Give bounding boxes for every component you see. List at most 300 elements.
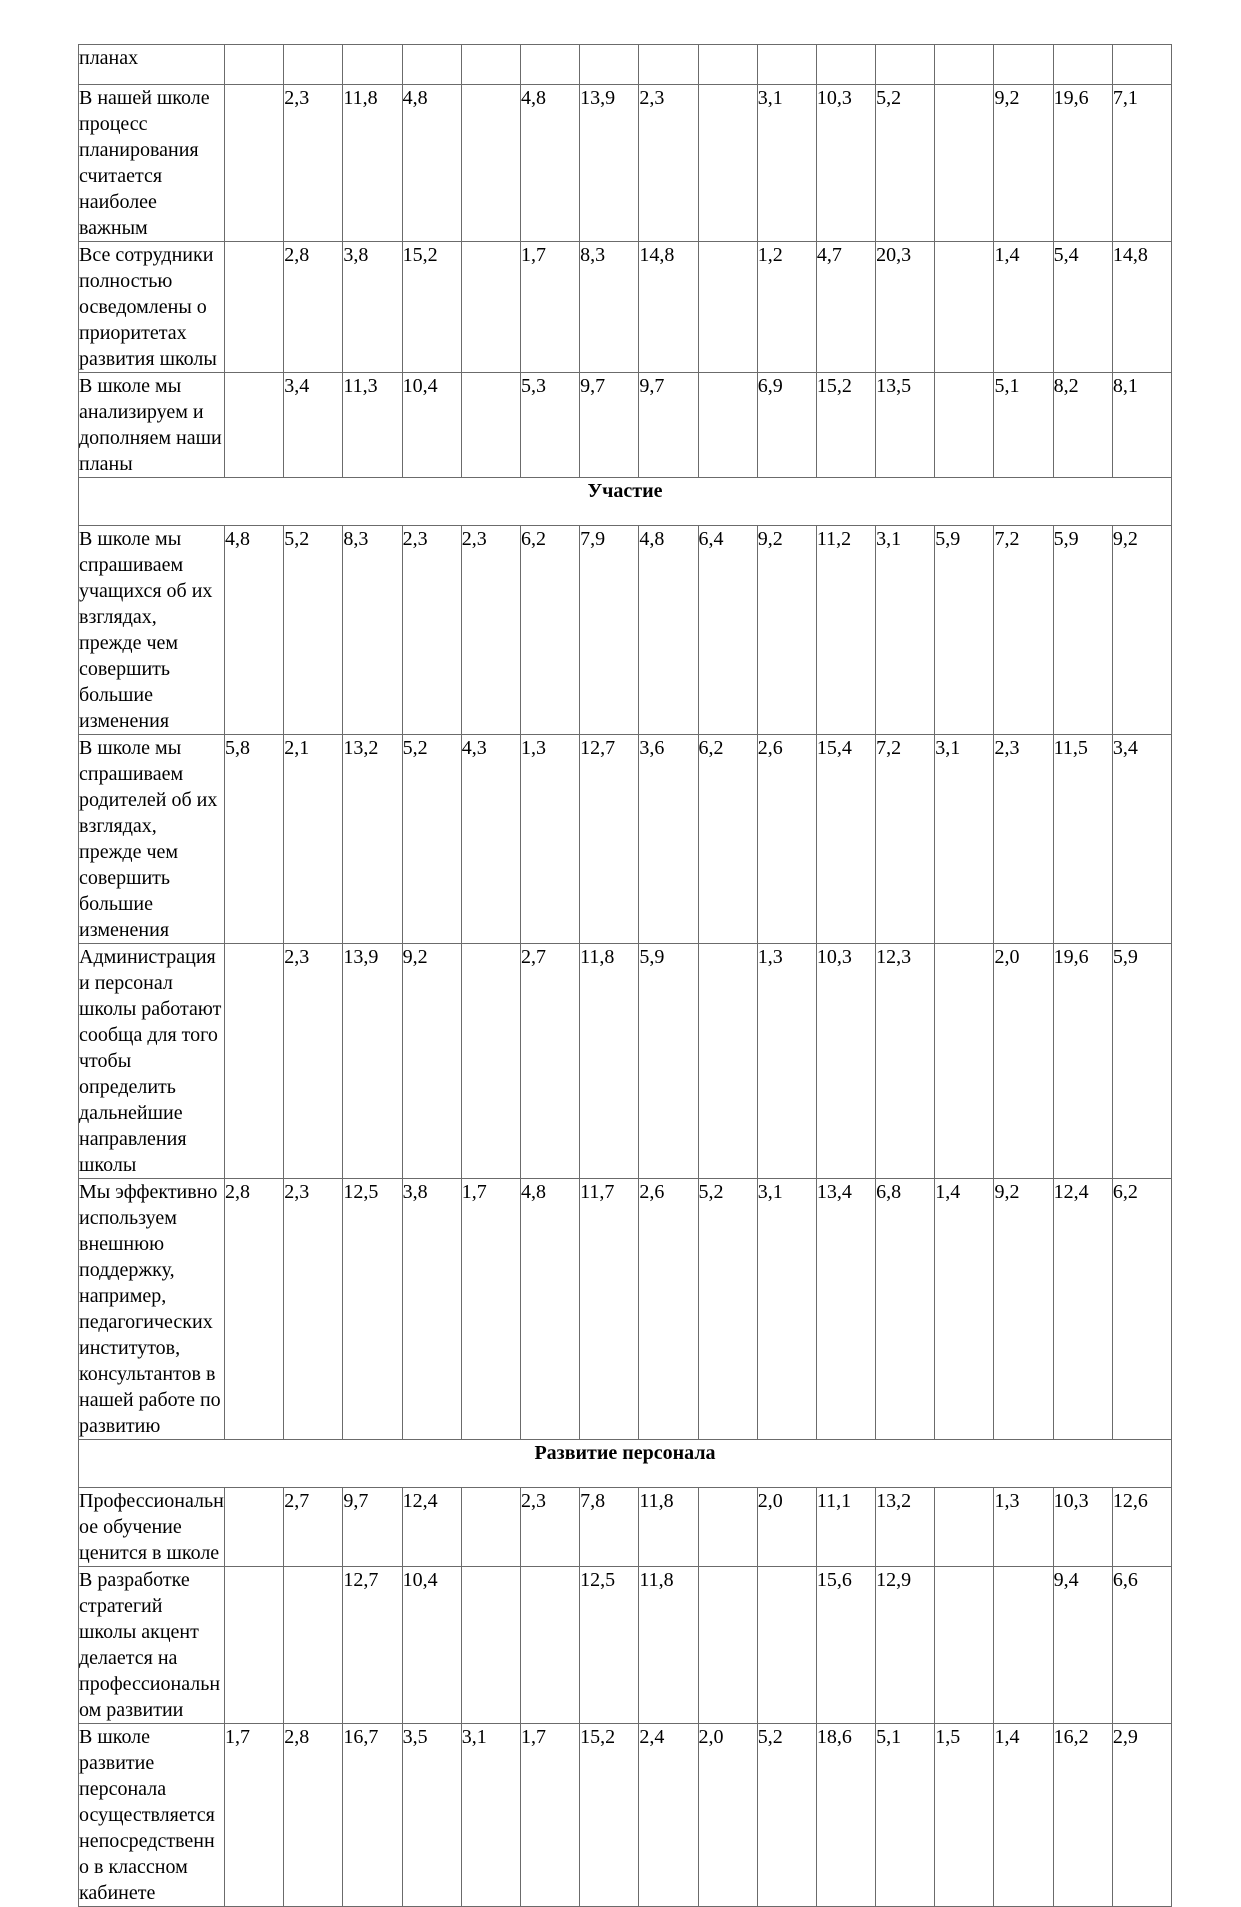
value-cell <box>580 1724 639 1907</box>
cell-value: 2,4 <box>639 1726 665 1748</box>
cell-value: 14,8 <box>1112 244 1148 266</box>
cell-value: 5,2 <box>284 528 310 550</box>
value-cell <box>1053 526 1112 735</box>
value-cell <box>935 1488 994 1567</box>
value-cell <box>1112 526 1171 735</box>
value-cell <box>402 1567 461 1724</box>
value-cell <box>698 45 757 85</box>
value-cell <box>935 735 994 944</box>
cell-value: 15,2 <box>402 244 438 266</box>
value-cell <box>757 1567 816 1724</box>
cell-value: 12,3 <box>876 946 912 968</box>
value-cell <box>757 45 816 85</box>
cell-value: 13,2 <box>876 1490 912 1512</box>
cell-value: 15,2 <box>580 1726 616 1748</box>
value-cell <box>1112 85 1171 242</box>
value-cell <box>580 735 639 944</box>
value-cell <box>994 242 1053 373</box>
value-cell <box>816 1179 875 1440</box>
value-cell <box>639 1724 698 1907</box>
value-cell <box>284 373 343 478</box>
cell-value: 9,7 <box>639 375 665 397</box>
value-cell <box>343 1724 402 1907</box>
value-cell <box>520 1567 579 1724</box>
cell-value: 9,4 <box>1053 1569 1079 1591</box>
value-cell <box>816 242 875 373</box>
value-cell <box>698 1724 757 1907</box>
value-cell <box>757 242 816 373</box>
cell-value: 2,6 <box>757 737 783 759</box>
value-cell <box>461 735 520 944</box>
cell-value: 5,1 <box>994 375 1020 397</box>
value-cell <box>876 526 935 735</box>
value-cell <box>994 944 1053 1179</box>
cell-value: 11,8 <box>639 1569 674 1591</box>
cell-value: 1,7 <box>225 1726 250 1748</box>
value-cell <box>876 1179 935 1440</box>
cell-value: 2,7 <box>284 1490 310 1512</box>
table-row <box>79 1724 1172 1907</box>
value-cell <box>402 1488 461 1567</box>
cell-value: 2,8 <box>225 1181 250 1203</box>
cell-value: 5,9 <box>1053 528 1079 550</box>
value-cell <box>935 526 994 735</box>
value-cell <box>461 1567 520 1724</box>
cell-value: 11,8 <box>343 87 378 109</box>
value-cell <box>225 373 284 478</box>
row-label: В школе мы анализируем и дополняем наши планы <box>79 373 225 478</box>
value-cell <box>639 373 698 478</box>
value-cell <box>225 242 284 373</box>
value-cell <box>994 1724 1053 1907</box>
cell-value: 3,1 <box>876 528 902 550</box>
value-cell <box>994 373 1053 478</box>
value-cell <box>1053 1488 1112 1567</box>
cell-value: 2,1 <box>284 737 310 759</box>
cell-value: 1,4 <box>994 1726 1020 1748</box>
cell-value: 6,2 <box>698 737 724 759</box>
cell-value: 2,3 <box>994 737 1020 759</box>
value-cell <box>225 735 284 944</box>
value-cell <box>876 735 935 944</box>
value-cell <box>284 1724 343 1907</box>
row-label: Мы эффективно используем внешнюю поддержку, например, педагогических институтов, консультантов в нашей работе по развитию <box>79 1179 225 1440</box>
cell-value: 2,3 <box>284 1181 310 1203</box>
value-cell <box>698 1179 757 1440</box>
value-cell <box>284 45 343 85</box>
value-cell <box>1053 1179 1112 1440</box>
cell-value: 20,3 <box>876 244 912 266</box>
value-cell <box>343 1567 402 1724</box>
value-cell <box>876 373 935 478</box>
value-cell <box>402 1179 461 1440</box>
cell-value: 8,3 <box>343 528 369 550</box>
value-cell <box>402 526 461 735</box>
value-cell <box>698 735 757 944</box>
value-cell <box>816 735 875 944</box>
cell-value: 7,2 <box>876 737 902 759</box>
table-row <box>79 45 1172 85</box>
cell-value: 7,8 <box>580 1490 606 1512</box>
cell-value: 2,3 <box>402 528 428 550</box>
value-cell <box>639 944 698 1179</box>
value-cell <box>343 1488 402 1567</box>
cell-value: 1,5 <box>935 1726 961 1748</box>
cell-value: 8,1 <box>1112 375 1138 397</box>
cell-value: 1,7 <box>461 1181 487 1203</box>
cell-value: 2,3 <box>639 87 665 109</box>
value-cell <box>1112 373 1171 478</box>
value-cell <box>1112 735 1171 944</box>
cell-value: 11,5 <box>1053 737 1088 759</box>
cell-value: 1,7 <box>520 244 546 266</box>
cell-value: 13,2 <box>343 737 379 759</box>
cell-value: 16,7 <box>343 1726 379 1748</box>
value-cell <box>816 944 875 1179</box>
cell-value: 2,3 <box>284 87 310 109</box>
value-cell <box>1112 45 1171 85</box>
cell-value: 3,1 <box>461 1726 487 1748</box>
cell-value: 4,8 <box>639 528 665 550</box>
value-cell <box>994 45 1053 85</box>
value-cell <box>816 85 875 242</box>
value-cell <box>698 85 757 242</box>
value-cell <box>935 1179 994 1440</box>
cell-value: 13,4 <box>816 1181 852 1203</box>
value-cell <box>698 944 757 1179</box>
row-label: Администрация и персонал школы работают сообща для того чтобы определить дальнейшие направления школы <box>79 944 225 1179</box>
cell-value: 11,8 <box>580 946 615 968</box>
cell-value: 4,8 <box>225 528 250 550</box>
cell-value: 11,8 <box>639 1490 674 1512</box>
table-row <box>79 85 1172 242</box>
cell-value: 3,8 <box>343 244 369 266</box>
value-cell <box>284 944 343 1179</box>
table-row <box>79 735 1172 944</box>
value-cell <box>1053 944 1112 1179</box>
cell-value: 15,6 <box>816 1569 852 1591</box>
value-cell <box>1112 1567 1171 1724</box>
cell-value: 11,2 <box>816 528 852 550</box>
value-cell <box>225 526 284 735</box>
value-cell <box>994 735 1053 944</box>
value-cell <box>757 526 816 735</box>
cell-value: 6,8 <box>876 1181 902 1203</box>
cell-value: 2,8 <box>284 1726 310 1748</box>
value-cell <box>580 526 639 735</box>
cell-value: 3,6 <box>639 737 665 759</box>
cell-value: 5,9 <box>1112 946 1138 968</box>
value-cell <box>639 85 698 242</box>
value-cell <box>402 944 461 1179</box>
value-cell <box>343 45 402 85</box>
cell-value: 12,7 <box>343 1569 379 1591</box>
cell-value: 5,8 <box>225 737 250 759</box>
row-label: В школе мы спрашиваем учащихся об их взглядах, прежде чем совершить большие изменения <box>79 526 225 735</box>
cell-value: 1,2 <box>757 244 783 266</box>
cell-value: 6,2 <box>520 528 546 550</box>
cell-value: 9,2 <box>402 946 428 968</box>
value-cell <box>461 944 520 1179</box>
value-cell <box>284 1488 343 1567</box>
value-cell <box>935 944 994 1179</box>
value-cell <box>343 373 402 478</box>
value-cell <box>461 373 520 478</box>
value-cell <box>935 373 994 478</box>
value-cell <box>225 1488 284 1567</box>
value-cell <box>520 735 579 944</box>
cell-value: 16,2 <box>1053 1726 1089 1748</box>
value-cell <box>816 45 875 85</box>
value-cell <box>816 373 875 478</box>
value-cell <box>284 1179 343 1440</box>
value-cell <box>876 1724 935 1907</box>
value-cell <box>639 526 698 735</box>
value-cell <box>816 1724 875 1907</box>
cell-value: 3,4 <box>284 375 310 397</box>
value-cell <box>757 85 816 242</box>
value-cell <box>461 45 520 85</box>
cell-value: 2,0 <box>994 946 1020 968</box>
value-cell <box>461 242 520 373</box>
cell-value: 2,3 <box>520 1490 546 1512</box>
cell-value: 2,3 <box>461 528 487 550</box>
value-cell <box>935 1567 994 1724</box>
value-cell <box>639 1179 698 1440</box>
value-cell <box>580 1179 639 1440</box>
section-title: Развитие персонала <box>79 1440 1172 1488</box>
cell-value: 5,2 <box>757 1726 783 1748</box>
value-cell <box>402 735 461 944</box>
cell-value: 13,5 <box>876 375 912 397</box>
cell-value: 9,2 <box>994 1181 1020 1203</box>
table-row <box>79 1488 1172 1567</box>
value-cell <box>580 373 639 478</box>
value-cell <box>580 45 639 85</box>
cell-value: 1,7 <box>520 1726 546 1748</box>
value-cell <box>284 242 343 373</box>
value-cell <box>757 735 816 944</box>
cell-value: 5,4 <box>1053 244 1079 266</box>
cell-value: 3,1 <box>757 87 783 109</box>
value-cell <box>639 242 698 373</box>
cell-value: 2,3 <box>284 946 310 968</box>
value-cell <box>343 1179 402 1440</box>
value-cell <box>698 1488 757 1567</box>
value-cell <box>1053 242 1112 373</box>
cell-value: 9,7 <box>580 375 606 397</box>
value-cell <box>639 1488 698 1567</box>
value-cell <box>402 85 461 242</box>
value-cell <box>225 1724 284 1907</box>
cell-value: 10,3 <box>816 87 852 109</box>
section-title: Участие <box>79 478 1172 526</box>
value-cell <box>994 526 1053 735</box>
cell-value: 9,2 <box>757 528 783 550</box>
cell-value: 12,5 <box>580 1569 616 1591</box>
value-cell <box>580 1488 639 1567</box>
value-cell <box>1112 1179 1171 1440</box>
cell-value: 3,8 <box>402 1181 428 1203</box>
cell-value: 4,8 <box>520 87 546 109</box>
cell-value: 10,4 <box>402 1569 438 1591</box>
section-header-row <box>79 1440 1172 1488</box>
row-label: В нашей школе процесс планирования считается наиболее важным <box>79 85 225 242</box>
cell-value: 11,1 <box>816 1490 852 1512</box>
value-cell <box>1112 944 1171 1179</box>
value-cell <box>225 944 284 1179</box>
value-cell <box>402 1724 461 1907</box>
value-cell <box>876 944 935 1179</box>
cell-value: 15,2 <box>816 375 852 397</box>
value-cell <box>225 45 284 85</box>
cell-value: 11,7 <box>580 1181 615 1203</box>
cell-value: 12,4 <box>1053 1181 1089 1203</box>
value-cell <box>994 1567 1053 1724</box>
cell-value: 5,2 <box>876 87 902 109</box>
cell-value: 3,4 <box>1112 737 1138 759</box>
cell-value: 4,8 <box>402 87 428 109</box>
value-cell <box>461 1488 520 1567</box>
value-cell <box>580 242 639 373</box>
table-row <box>79 373 1172 478</box>
cell-value: 7,1 <box>1112 87 1138 109</box>
cell-value: 9,7 <box>343 1490 369 1512</box>
value-cell <box>1053 1567 1112 1724</box>
value-cell <box>284 1567 343 1724</box>
row-label: Все сотрудники полностью осведомлены о приоритетах развития школы <box>79 242 225 373</box>
value-cell <box>757 1488 816 1567</box>
survey-table <box>78 44 1172 1907</box>
cell-value: 1,4 <box>994 244 1020 266</box>
value-cell <box>994 1488 1053 1567</box>
value-cell <box>816 526 875 735</box>
cell-value: 12,4 <box>402 1490 438 1512</box>
value-cell <box>935 1724 994 1907</box>
cell-value: 5,9 <box>639 946 665 968</box>
value-cell <box>698 1567 757 1724</box>
value-cell <box>876 1567 935 1724</box>
value-cell <box>639 1567 698 1724</box>
table-row <box>79 1567 1172 1724</box>
value-cell <box>520 373 579 478</box>
value-cell <box>520 1179 579 1440</box>
cell-value: 1,3 <box>520 737 546 759</box>
cell-value: 11,3 <box>343 375 378 397</box>
value-cell <box>1112 1488 1171 1567</box>
value-cell <box>461 1724 520 1907</box>
value-cell <box>520 85 579 242</box>
cell-value: 19,6 <box>1053 87 1089 109</box>
cell-value: 6,9 <box>757 375 783 397</box>
cell-value: 12,9 <box>876 1569 912 1591</box>
value-cell <box>1053 1724 1112 1907</box>
value-cell <box>935 242 994 373</box>
cell-value: 13,9 <box>580 87 616 109</box>
value-cell <box>520 944 579 1179</box>
row-label: В разработке стратегий школы акцент делается на профессиональном развитии <box>79 1567 225 1724</box>
value-cell <box>816 1567 875 1724</box>
cell-value: 2,0 <box>757 1490 783 1512</box>
section-header-row <box>79 478 1172 526</box>
cell-value: 10,4 <box>402 375 438 397</box>
value-cell <box>520 45 579 85</box>
value-cell <box>698 526 757 735</box>
cell-value: 7,2 <box>994 528 1020 550</box>
value-cell <box>343 85 402 242</box>
cell-value: 19,6 <box>1053 946 1089 968</box>
value-cell <box>461 526 520 735</box>
cell-value: 4,3 <box>461 737 487 759</box>
cell-value: 2,9 <box>1112 1726 1138 1748</box>
cell-value: 10,3 <box>816 946 852 968</box>
cell-value: 5,9 <box>935 528 961 550</box>
value-cell <box>520 242 579 373</box>
value-cell <box>757 1179 816 1440</box>
value-cell <box>935 45 994 85</box>
cell-value: 3,1 <box>757 1181 783 1203</box>
value-cell <box>1112 1724 1171 1907</box>
table-row <box>79 1179 1172 1440</box>
value-cell <box>343 944 402 1179</box>
cell-value: 3,1 <box>935 737 961 759</box>
value-cell <box>225 1567 284 1724</box>
value-cell <box>994 85 1053 242</box>
cell-value: 8,2 <box>1053 375 1079 397</box>
value-cell <box>876 1488 935 1567</box>
table-row <box>79 944 1172 1179</box>
cell-value: 18,6 <box>816 1726 852 1748</box>
cell-value: 9,2 <box>1112 528 1138 550</box>
cell-value: 10,3 <box>1053 1490 1089 1512</box>
table-row <box>79 526 1172 735</box>
value-cell <box>757 1724 816 1907</box>
cell-value: 1,4 <box>935 1181 961 1203</box>
cell-value: 1,3 <box>757 946 783 968</box>
value-cell <box>698 373 757 478</box>
value-cell <box>402 45 461 85</box>
cell-value: 14,8 <box>639 244 675 266</box>
value-cell <box>876 45 935 85</box>
cell-value: 2,6 <box>639 1181 665 1203</box>
value-cell <box>343 242 402 373</box>
value-cell <box>1053 45 1112 85</box>
value-cell <box>816 1488 875 1567</box>
cell-value: 13,9 <box>343 946 379 968</box>
cell-value: 12,6 <box>1112 1490 1148 1512</box>
value-cell <box>520 1488 579 1567</box>
value-cell <box>994 1179 1053 1440</box>
value-cell <box>225 1179 284 1440</box>
cell-value: 2,0 <box>698 1726 724 1748</box>
value-cell <box>343 735 402 944</box>
value-cell <box>402 373 461 478</box>
cell-value: 5,2 <box>402 737 428 759</box>
value-cell <box>698 242 757 373</box>
value-cell <box>461 85 520 242</box>
value-cell <box>284 735 343 944</box>
cell-value: 5,3 <box>520 375 546 397</box>
value-cell <box>520 526 579 735</box>
cell-value: 6,6 <box>1112 1569 1138 1591</box>
cell-value: 2,8 <box>284 244 310 266</box>
value-cell <box>757 373 816 478</box>
row-label: В школе мы спрашиваем родителей об их взглядах, прежде чем совершить большие изменения <box>79 735 225 944</box>
value-cell <box>876 242 935 373</box>
cell-value: 2,7 <box>520 946 546 968</box>
value-cell <box>1053 85 1112 242</box>
cell-value: 5,1 <box>876 1726 902 1748</box>
